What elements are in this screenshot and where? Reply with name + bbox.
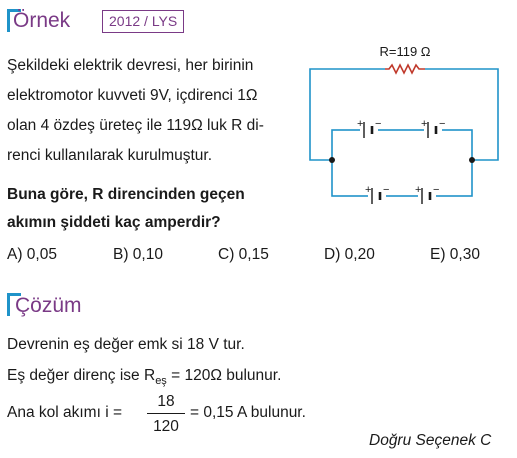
fraction-bar [147, 413, 185, 414]
option-c[interactable]: C) 0,15 [218, 246, 269, 263]
example-heading: Örnek [13, 9, 71, 32]
fraction-numerator: 18 [157, 393, 175, 410]
ask-line: Buna göre, R direncinden geçen [7, 186, 245, 203]
cell-top-left [357, 118, 381, 138]
option-a[interactable]: A) 0,05 [7, 246, 57, 263]
question-line: elektromotor kuvveti 9V, içdirenci 1Ω [7, 87, 258, 104]
solution-heading: Çözüm [15, 294, 82, 317]
option-d[interactable]: D) 0,20 [324, 246, 375, 263]
heading-marker [7, 9, 10, 32]
cell-minus: − [375, 118, 382, 130]
cell-top-right [421, 118, 445, 138]
circuit-wires [310, 69, 498, 196]
junction-right [469, 157, 475, 163]
cell-plus: + [421, 118, 428, 130]
circuit-diagram [300, 38, 510, 210]
exam-tag: 2012 / LYS [102, 10, 184, 33]
option-e[interactable]: E) 0,30 [430, 246, 480, 263]
solution-line-2-sub: eş [155, 375, 167, 388]
heading-marker [7, 293, 10, 316]
solution-line-3-suffix: = 0,15 A bulunur. [190, 404, 306, 421]
solution-line-2-prefix: Eş değer direnç ise R [7, 367, 156, 384]
cell-minus: − [433, 184, 440, 196]
junction-left [329, 157, 335, 163]
ask-line: akımın şiddeti kaç amperdir? [7, 214, 221, 231]
cell-bottom-right [415, 184, 439, 204]
cell-plus: + [357, 118, 364, 130]
cell-bottom-left [365, 184, 389, 204]
question-line: renci kullanılarak kurulmuştur. [7, 147, 213, 164]
cell-plus: + [365, 184, 372, 196]
solution-line-2-suffix: = 120Ω bulunur. [166, 367, 282, 384]
resistor-label: R=119 Ω [379, 44, 431, 59]
option-b[interactable]: B) 0,10 [113, 246, 163, 263]
cell-minus: − [383, 184, 390, 196]
solution-line-3-prefix: Ana kol akımı i = [7, 404, 123, 421]
correct-answer: Doğru Seçenek C [369, 432, 492, 449]
cell-plus: + [415, 184, 422, 196]
resistor-symbol [385, 65, 425, 73]
question-line: olan 4 özdeş üreteç ile 119Ω luk R di- [7, 117, 264, 134]
fraction-denominator: 120 [153, 418, 179, 435]
solution-line-1: Devrenin eş değer emk si 18 V tur. [7, 336, 245, 353]
solution-line-2 [7, 367, 281, 387]
question-line: Şekildeki elektrik devresi, her birinin [7, 57, 254, 74]
cell-minus: − [439, 118, 446, 130]
